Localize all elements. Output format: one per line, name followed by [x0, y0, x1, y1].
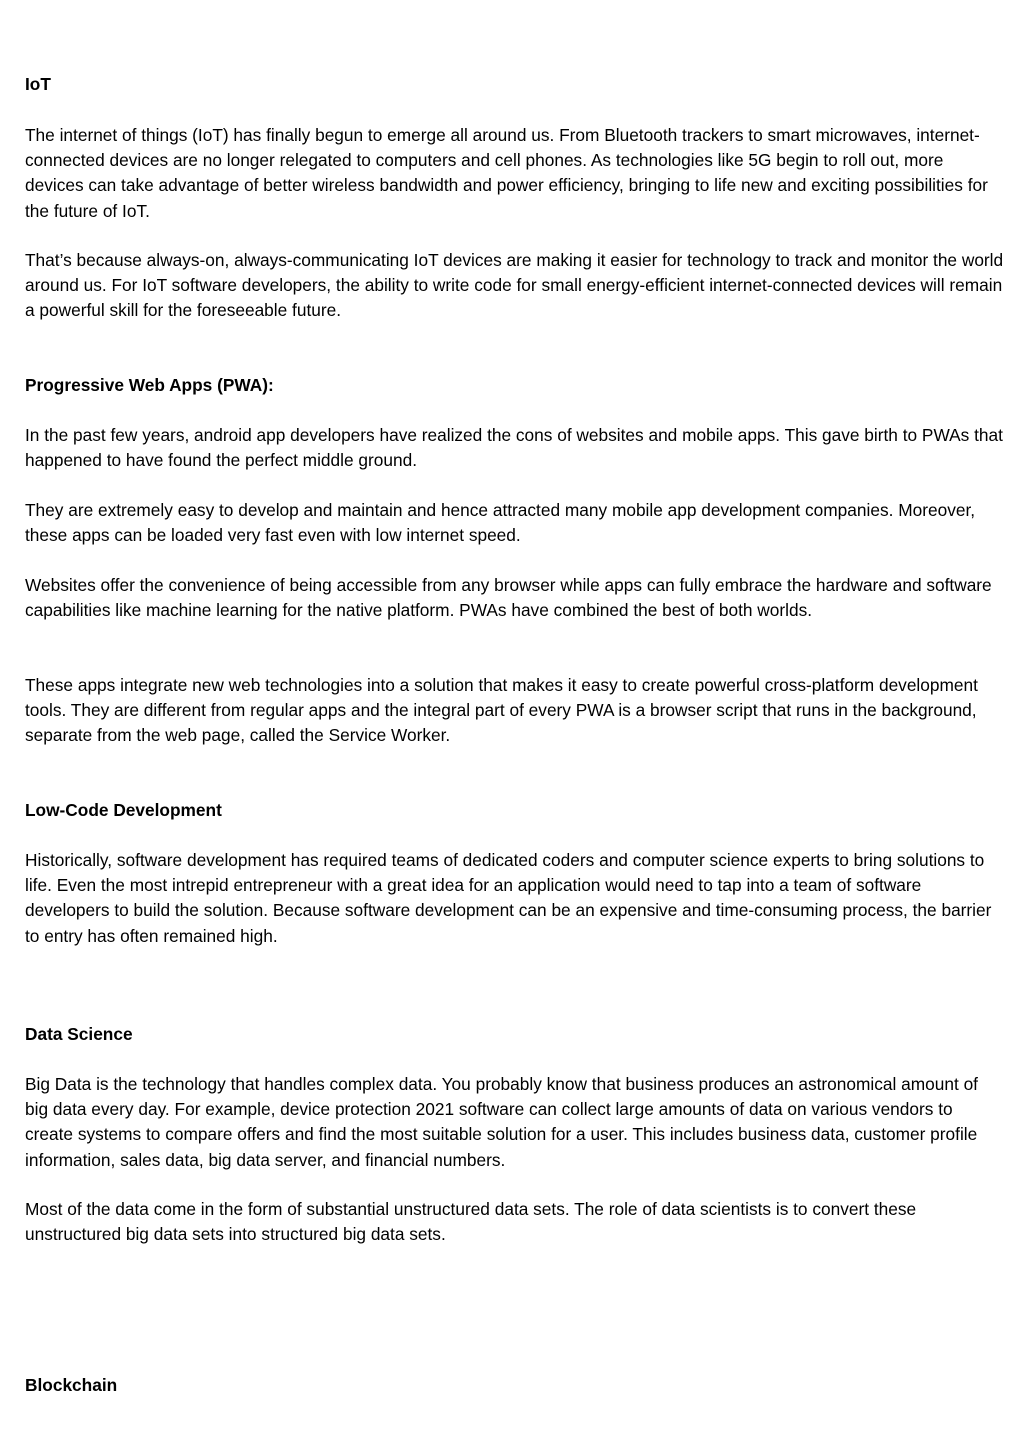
- paragraph: Historically, software development has required teams of dedicated coders and computer science experts to bring solutions to life. Even the most intrepid entrepreneur with a great idea for an application would need to tap into a team of software developers to build the solution. Because software development can be an expensive and time-consuming process, the barrier to entry has often remained high.: [25, 850, 992, 946]
- paragraph: They are extremely easy to develop and maintain and hence attracted many mobile app development companies. Moreover, these apps can be loaded very fast even with low internet speed.: [25, 500, 976, 546]
- section-heading-iot: IoT: [25, 74, 51, 94]
- paragraph: Websites offer the convenience of being accessible from any browser while apps can fully embrace the hardware and software capabilities like machine learning for the native platform. PWAs have combined the best of both worlds.: [25, 575, 992, 621]
- section-heading-data-science: Data Science: [25, 1024, 133, 1044]
- paragraph: That’s because always-on, always-communicating IoT devices are making it easier for technology to track and monitor the world around us. For IoT software developers, the ability to write code for small energy-efficient internet-connected devices will remain a powerful skill for the foreseeable future.: [25, 250, 1004, 321]
- section-heading-pwa: Progressive Web Apps (PWA):: [25, 375, 274, 395]
- paragraph: The internet of things (IoT) has finally begun to emerge all around us. From Bluetooth trackers to smart microwaves, internet-connected devices are no longer relegated to computers and cell phones. As technologies like 5G begin to roll out, more devices can take advantage of better wireless bandwidth and power efficiency, bringing to life new and exciting possibilities for the future of IoT.: [25, 125, 988, 221]
- paragraph: Big Data is the technology that handles complex data. You probably know that business produces an astronomical amount of big data every day. For example, device protection 2021 software can collect large amounts of data on various vendors to create systems to compare offers and find the most suitable solution for a user. This includes business data, customer profile information, sales data, big data server, and financial numbers.: [25, 1074, 978, 1170]
- paragraph: In the past few years, android app developers have realized the cons of websites and mobile apps. This gave birth to PWAs that happened to have found the perfect middle ground.: [25, 425, 1003, 471]
- paragraph: Most of the data come in the form of substantial unstructured data sets. The role of data scientists is to convert these unstructured big data sets into structured big data sets.: [25, 1199, 917, 1245]
- section-heading-low-code: Low-Code Development: [25, 800, 222, 820]
- paragraph: These apps integrate new web technologies into a solution that makes it easy to create powerful cross-platform development tools. They are different from regular apps and the integral part of every PWA is a browser script that runs in the background, separate from the web page, called the Service Worker.: [25, 675, 978, 746]
- section-heading-blockchain: Blockchain: [25, 1375, 118, 1395]
